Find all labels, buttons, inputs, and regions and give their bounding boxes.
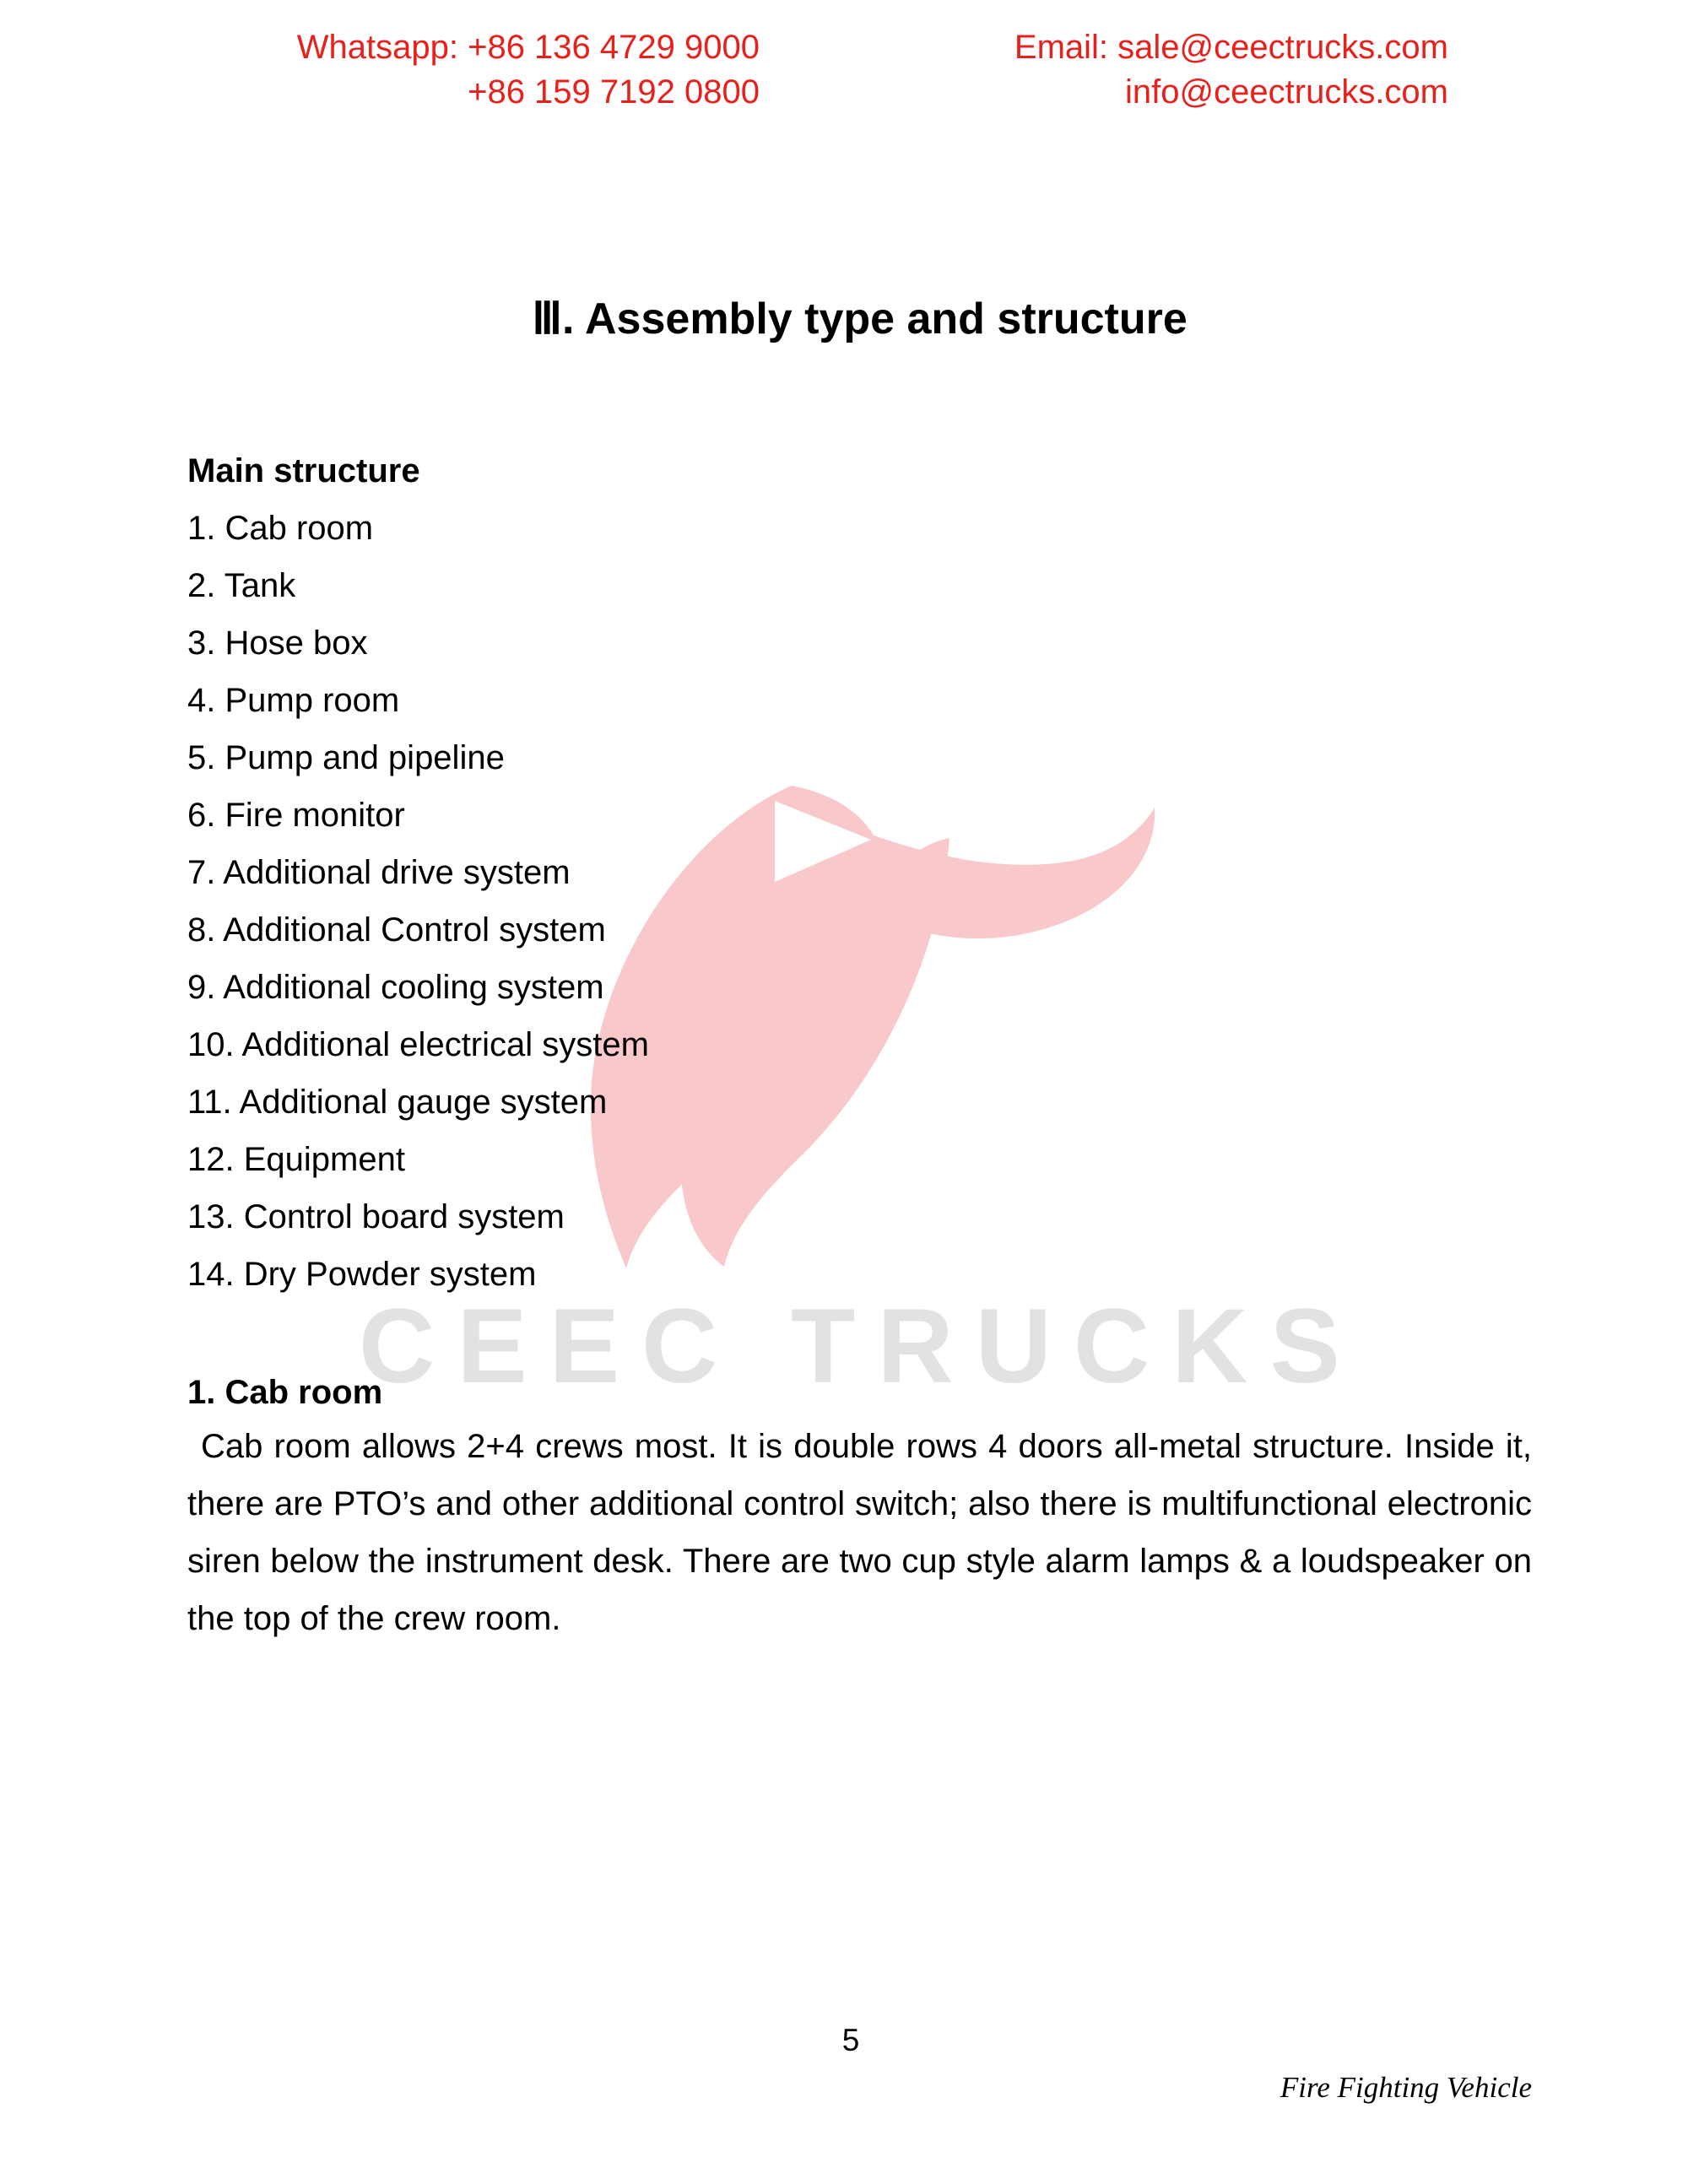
paragraph-line: siren below the instrument desk. There are two cup style alarm lamps & a loudspeaker on [187, 1543, 1532, 1580]
list-item: 9. Additional cooling system [187, 969, 604, 1006]
paragraph-line: Cab room allows 2+4 crews most. It is double rows 4 doors all-metal structure. Inside it, [201, 1428, 1532, 1465]
ceec-trucks-watermark-text: CEEC TRUCKS [359, 1288, 1362, 1405]
list-item: 7. Additional drive system [187, 854, 571, 891]
list-item: 6. Fire monitor [187, 797, 405, 834]
whatsapp-line-1: Whatsapp: +86 136 4729 9000 [296, 29, 760, 66]
page-number: 5 [841, 2023, 860, 2057]
page-title: Ⅲ. Assembly type and structure [532, 295, 1188, 343]
main-structure-heading: Main structure [187, 452, 420, 489]
list-item: 4. Pump room [187, 682, 400, 719]
section-heading-cab-room: 1. Cab room [187, 1374, 383, 1411]
whatsapp-line-2: +86 159 7192 0800 [468, 73, 760, 111]
list-item: 11. Additional gauge system [187, 1084, 608, 1121]
main-structure-items [187, 500, 1532, 1303]
cab-room-paragraph [187, 1418, 1532, 1647]
list-item: 5. Pump and pipeline [187, 739, 505, 776]
header-contact-email [928, 25, 1448, 115]
footer-doc-title: Fire Fighting Vehicle [1280, 2071, 1532, 2104]
list-item: 10. Additional electrical system [187, 1026, 649, 1063]
list-item: 12. Equipment [187, 1141, 405, 1178]
list-item: 3. Hose box [187, 624, 368, 662]
list-item: 2. Tank [187, 567, 296, 604]
header-contact-whatsapp [187, 25, 760, 115]
paragraph-line: the top of the crew room. [187, 1600, 561, 1637]
email-line-1: Email: sale@ceectrucks.com [1014, 29, 1448, 66]
list-item: 8. Additional Control system [187, 911, 606, 949]
email-line-2: info@ceectrucks.com [1125, 73, 1448, 111]
main-structure-list [187, 442, 1532, 1303]
list-item: 13. Control board system [187, 1198, 565, 1235]
paragraph-line: there are PTO’s and other additional control switch; also there is multifunctional electronic [187, 1485, 1532, 1522]
list-item: 14. Dry Powder system [187, 1256, 537, 1293]
list-item: 1. Cab room [187, 510, 374, 547]
